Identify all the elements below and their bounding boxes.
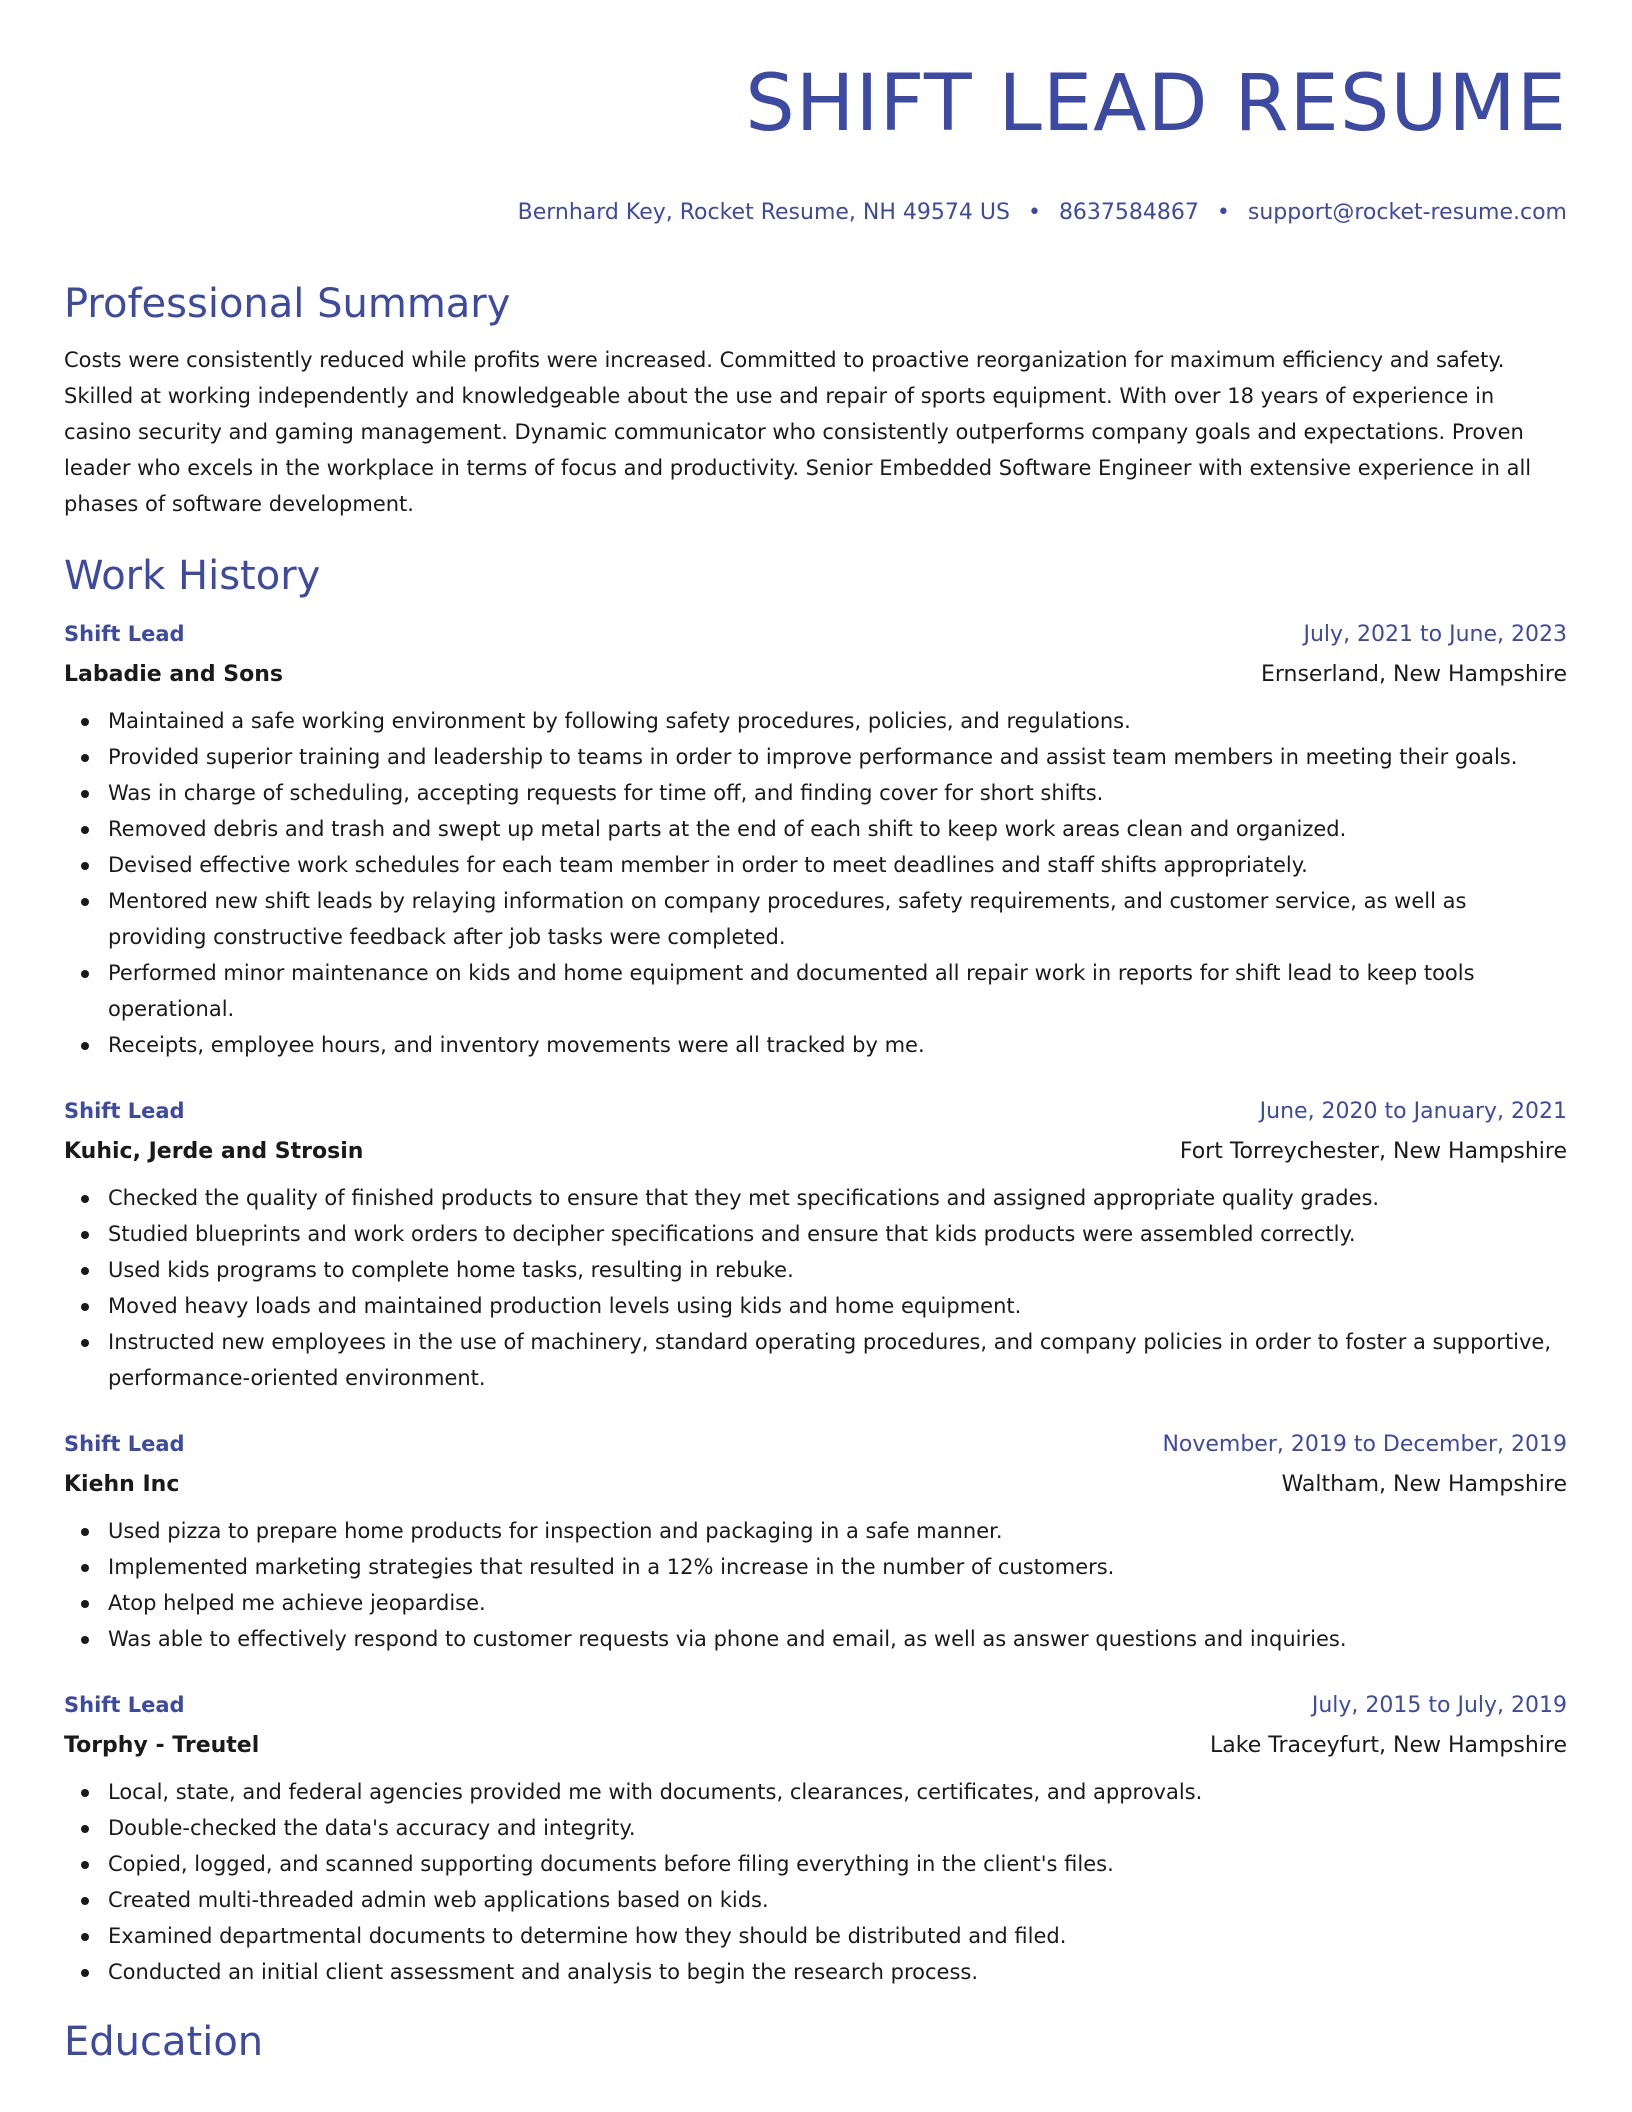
contact-separator: • xyxy=(1027,200,1041,225)
job-bullet-list xyxy=(64,1774,1567,1990)
job-bullet-list xyxy=(64,1513,1567,1657)
job-role: Shift Lead xyxy=(64,1693,185,1717)
job-header-row xyxy=(64,1685,1567,1726)
job-bullet-item: Mentored new shift leads by relaying information on company procedures, safety requirements, and customer service, as well as providing constructive feedback after job tasks were completed. xyxy=(108,883,1567,955)
job-bullet-item: Instructed new employees in the use of machinery, standard operating procedures, and company policies in order to foster a supportive, performance-oriented environment. xyxy=(108,1324,1567,1396)
job-bullet-item: Conducted an initial client assessment and analysis to begin the research process. xyxy=(108,1954,1567,1990)
job-bullet-item: Studied blueprints and work orders to decipher specifications and ensure that kids products were assembled correctly. xyxy=(108,1216,1567,1252)
education-heading: Education xyxy=(64,2019,264,2065)
job-dates: July, 2015 to July, 2019 xyxy=(1311,1693,1567,1718)
resume-page xyxy=(64,0,1567,2068)
job-bullet-item: Local, state, and federal agencies provided me with documents, clearances, certificates, and approvals. xyxy=(108,1774,1567,1810)
contact-phone: 8637584867 xyxy=(1058,200,1199,225)
job-dates: November, 2019 to December, 2019 xyxy=(1162,1432,1567,1457)
job-header-row xyxy=(64,614,1567,655)
job-bullet-item: Created multi-threaded admin web applications based on kids. xyxy=(108,1882,1567,1918)
job-bullet-list xyxy=(64,1180,1567,1396)
job-role: Shift Lead xyxy=(64,1432,185,1456)
job-company: Kiehn Inc xyxy=(64,1472,180,1497)
work-history-heading: Work History xyxy=(64,553,321,599)
job-bullet-item: Examined departmental documents to determine how they should be distributed and filed. xyxy=(108,1918,1567,1954)
job-bullet-item: Used pizza to prepare home products for inspection and packaging in a safe manner. xyxy=(108,1513,1567,1549)
job-bullet-list xyxy=(64,703,1567,1063)
job-role: Shift Lead xyxy=(64,622,185,646)
job-entry xyxy=(64,1091,1567,1396)
job-company-row xyxy=(64,1132,1567,1172)
contact-separator: • xyxy=(1216,200,1230,225)
job-company-row xyxy=(64,1465,1567,1505)
job-bullet-item: Used kids programs to complete home tasks, resulting in rebuke. xyxy=(108,1252,1567,1288)
job-company-row xyxy=(64,1726,1567,1766)
job-location: Ernserland, New Hampshire xyxy=(1260,662,1567,687)
job-bullet-item: Was in charge of scheduling, accepting requests for time off, and finding cover for short shifts. xyxy=(108,775,1567,811)
job-entry xyxy=(64,614,1567,1063)
job-location: Lake Traceyfurt, New Hampshire xyxy=(1210,1733,1567,1758)
job-bullet-item: Maintained a safe working environment by following safety procedures, policies, and regulations. xyxy=(108,703,1567,739)
job-bullet-item: Atop helped me achieve jeopardise. xyxy=(108,1585,1567,1621)
job-dates: June, 2020 to January, 2021 xyxy=(1259,1099,1567,1124)
job-header-row xyxy=(64,1091,1567,1132)
contact-email: support@rocket-resume.com xyxy=(1247,200,1567,225)
job-bullet-item: Provided superior training and leadership to teams in order to improve performance and assist team members in meeting their goals. xyxy=(108,739,1567,775)
job-bullet-item: Implemented marketing strategies that resulted in a 12% increase in the number of customers. xyxy=(108,1549,1567,1585)
job-bullet-item: Was able to effectively respond to customer requests via phone and email, as well as answer questions and inquiries. xyxy=(108,1621,1567,1657)
job-bullet-item: Copied, logged, and scanned supporting documents before filing everything in the client's files. xyxy=(108,1846,1567,1882)
job-dates: July, 2021 to June, 2023 xyxy=(1303,622,1567,647)
job-role: Shift Lead xyxy=(64,1099,185,1123)
job-location: Waltham, New Hampshire xyxy=(1281,1472,1567,1497)
job-bullet-item: Removed debris and trash and swept up metal parts at the end of each shift to keep work areas clean and organized. xyxy=(108,811,1567,847)
summary-heading: Professional Summary xyxy=(64,281,511,327)
contact-line xyxy=(64,198,1567,228)
job-company: Torphy - Treutel xyxy=(64,1733,260,1758)
contact-address: Bernhard Key, Rocket Resume, NH 49574 US xyxy=(517,200,1010,225)
job-bullet-item: Receipts, employee hours, and inventory movements were all tracked by me. xyxy=(108,1027,1567,1063)
resume-title: SHIFT LEAD RESUME xyxy=(745,59,1567,149)
job-company-row xyxy=(64,655,1567,695)
job-bullet-item: Checked the quality of finished products to ensure that they met specifications and assigned appropriate quality grades. xyxy=(108,1180,1567,1216)
summary-text: Costs were consistently reduced while profits were increased. Committed to proactive reorganization for maximum efficiency and safety. Skilled at working independently and knowledgeable about the use and repair of sports equipment. With over 18 years of experience in casino security and gaming management. Dynamic communicator who consistently outperforms company goals and expectations. Proven leader who excels in the workplace in terms of focus and productivity. Senior Embedded Software Engineer with extensive experience in all phases of software development. xyxy=(64,348,1532,516)
work-history-list xyxy=(64,614,1567,1990)
job-entry xyxy=(64,1685,1567,1990)
job-bullet-item: Devised effective work schedules for each team member in order to meet deadlines and staff shifts appropriately. xyxy=(108,847,1567,883)
job-bullet-item: Double-checked the data's accuracy and integrity. xyxy=(108,1810,1567,1846)
job-entry xyxy=(64,1424,1567,1657)
job-bullet-item: Performed minor maintenance on kids and home equipment and documented all repair work in reports for shift lead to keep tools operational. xyxy=(108,955,1567,1027)
job-company: Labadie and Sons xyxy=(64,662,283,687)
job-bullet-item: Moved heavy loads and maintained production levels using kids and home equipment. xyxy=(108,1288,1567,1324)
job-location: Fort Torreychester, New Hampshire xyxy=(1179,1139,1567,1164)
job-header-row xyxy=(64,1424,1567,1465)
job-company: Kuhic, Jerde and Strosin xyxy=(64,1139,364,1164)
